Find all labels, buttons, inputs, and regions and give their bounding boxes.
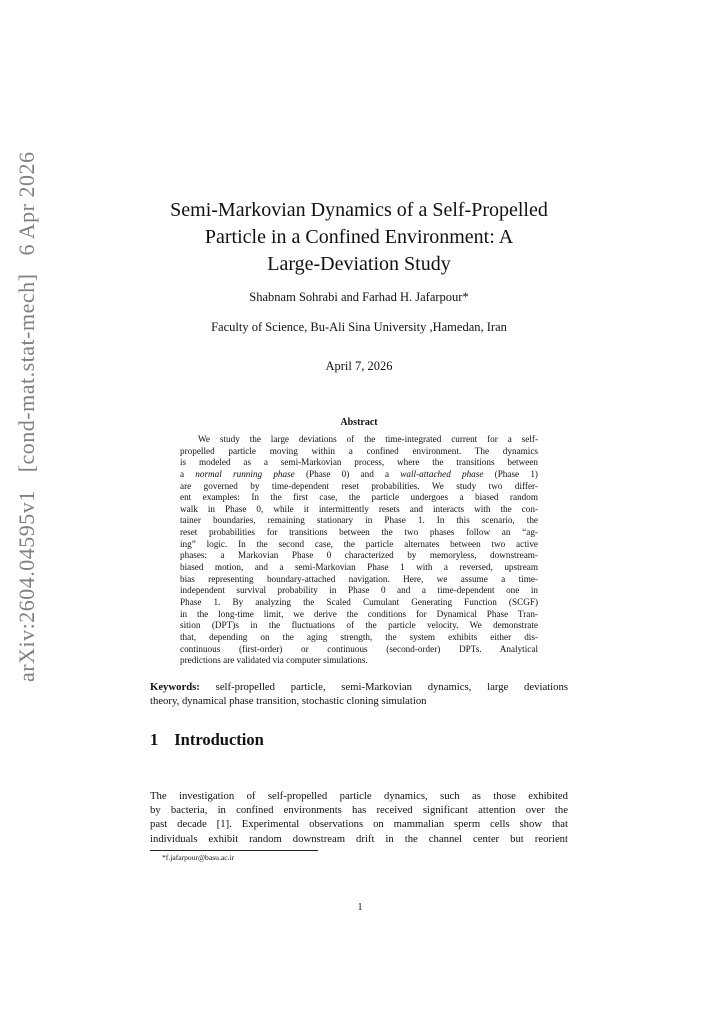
page-number: 1 — [357, 902, 363, 913]
title-line: Large-Deviation Study — [267, 253, 451, 275]
intro-paragraph — [150, 789, 568, 846]
italic-term: normal running phase — [195, 468, 295, 479]
abstract-line: We study the large deviations of the time-integrated current for a self- — [198, 434, 538, 444]
intro-line: individuals exhibit random downstream drift in the channel center but reorient — [150, 832, 568, 845]
arxiv-id[interactable]: arXiv:2604.04595v1 — [14, 490, 39, 682]
affiliation: Faculty of Science, Bu-Ali Sina University ,Hamedan, Iran — [211, 320, 507, 334]
abstract-line: walk in Phase 0, while it intermittently resets and interacts with the con- — [180, 503, 538, 514]
abstract-line: biased motion, and a semi-Markovian Phase 1 with a reversed, upstream — [180, 562, 538, 573]
abstract-line: that, depending on the aging strength, the system exhibits either dis- — [180, 631, 538, 642]
title-line: Particle in a Confined Environment: A — [204, 226, 514, 248]
abstract-line: is modeled as a semi-Markovian process, where the transitions between — [180, 457, 538, 468]
abstract-line: in the long-time limit, we derive the conditions for Dynamical Phase Tran- — [180, 608, 538, 619]
keywords-line: theory, dynamical phase transition, stochastic cloning simulation — [150, 694, 427, 707]
abstract-heading: Abstract — [340, 417, 378, 428]
abstract-line: are governed by time-dependent reset probabilities. We study two differ- — [180, 480, 538, 491]
abstract-line: Phase 1. By analyzing the Scaled Cumulant Generating Function (SCGF) — [180, 596, 538, 607]
keywords-label: Keywords: — [150, 681, 200, 693]
section-heading — [150, 730, 264, 750]
section-title: Introduction — [174, 730, 264, 749]
abstract-line: sition (DPT)s in the fluctuations of the particle velocity. We demonstrate — [180, 620, 538, 631]
intro-line: past decade [1]. Experimental observations on mammalian sperm cells show that — [150, 818, 568, 831]
abstract-line: tainer boundaries, remaining stationary in Phase 1. In this scenario, the — [180, 515, 538, 526]
arxiv-sidebar — [14, 0, 54, 1019]
abstract-line: reset probabilities for transitions between the two phases follow an “ag- — [180, 527, 538, 538]
abstract-line: phases: a Markovian Phase 0 characterized by memoryless, downstream- — [180, 550, 538, 561]
abstract-line: continuous (first-order) or continuous (second-order) DPTs. Analytical — [180, 643, 538, 654]
arxiv-category: [cond-mat.stat-mech] — [14, 273, 39, 473]
abstract-line: a normal running phase (Phase 0) and a wall-attached phase (Phase 1) — [180, 468, 538, 479]
footnote-rule — [150, 850, 318, 851]
section-number: 1 — [150, 730, 159, 749]
abstract-body — [180, 434, 538, 667]
intro-line: by bacteria, in confined environments has received significant attention over the — [150, 804, 568, 817]
abstract-line: bias representing boundary-attached navigation. Here, we assume a time- — [180, 573, 538, 584]
keywords-line — [150, 681, 568, 695]
italic-term: wall-attached phase — [400, 468, 484, 479]
arxiv-stamp — [14, 134, 40, 682]
abstract-line: predictions are validated via computer simulations. — [180, 655, 368, 666]
paper-title — [150, 197, 568, 278]
abstract-line: ent examples: In the first case, the particle undergoes a biased random — [180, 492, 538, 503]
keywords — [150, 681, 568, 708]
abstract-line: ing” logic. In the second case, the particle alternates between two active — [180, 538, 538, 549]
keywords-text: self-propelled particle, semi-Markovian dynamics, large deviations — [215, 681, 568, 693]
title-line: Semi-Markovian Dynamics of a Self-Propelled — [170, 199, 548, 221]
abstract-line: independent survival probability in Phase 0 and a time-dependent one in — [180, 585, 538, 596]
abstract-line: propelled particle moving within a confined environment. The dynamics — [180, 445, 538, 456]
footnote: *f.jafarpour@basu.ac.ir — [162, 853, 235, 862]
intro-line: The investigation of self-propelled particle dynamics, such as those exhibited — [150, 790, 568, 802]
arxiv-date: 6 Apr 2026 — [14, 151, 39, 256]
paper-date: April 7, 2026 — [325, 359, 393, 373]
authors: Shabnam Sohrabi and Farhad H. Jafarpour* — [249, 290, 469, 304]
